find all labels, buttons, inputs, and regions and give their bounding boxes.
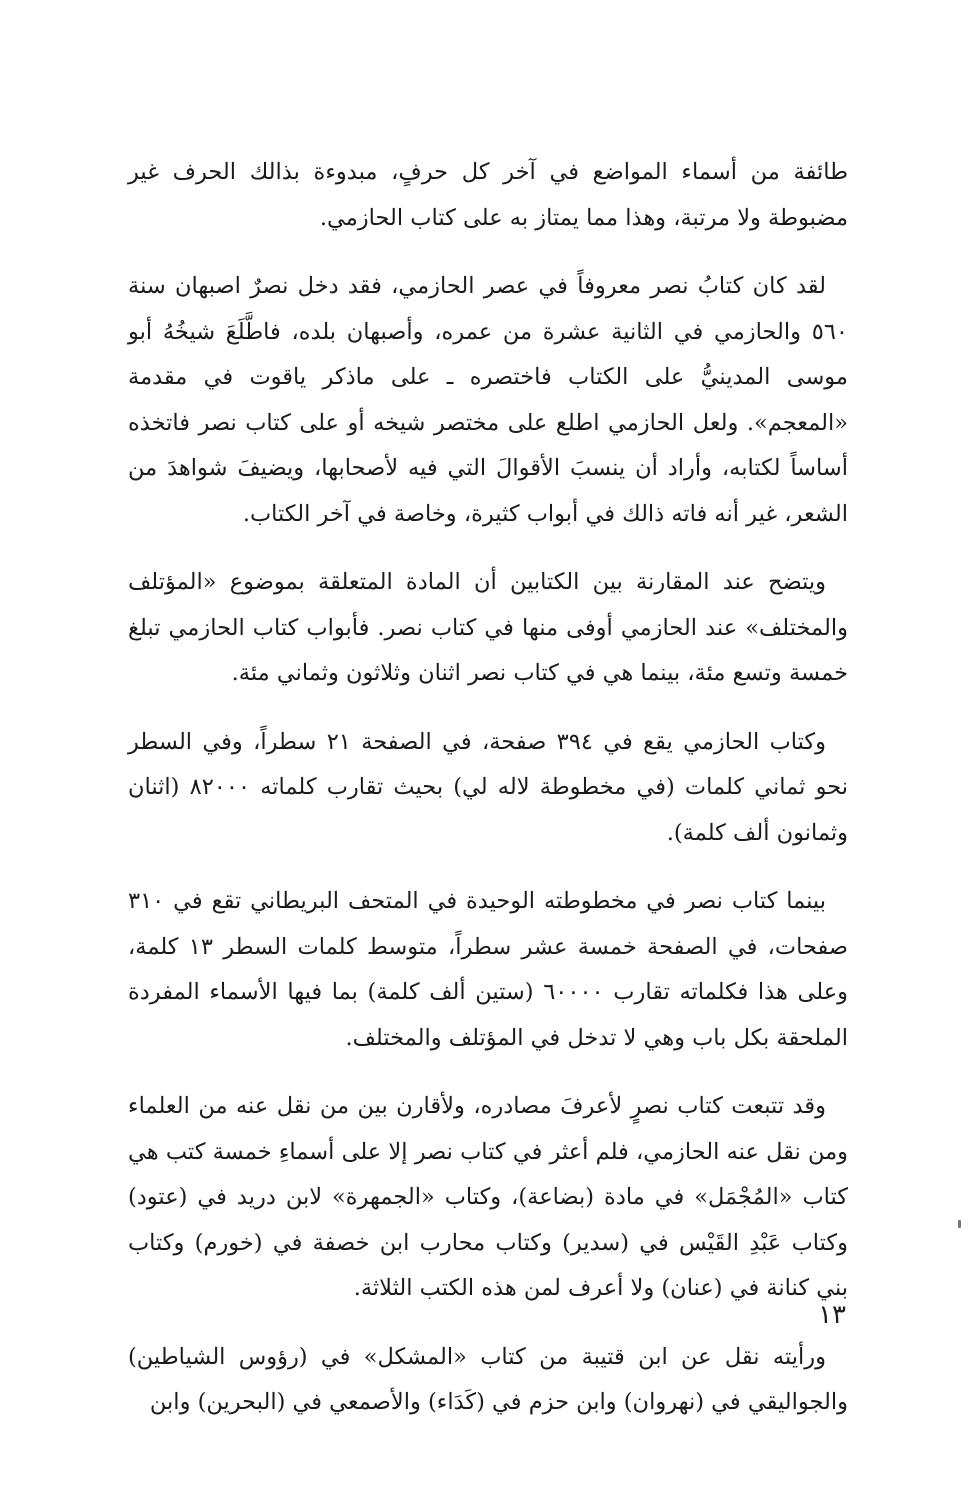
body-text — [128, 150, 848, 1449]
paragraph-6: وقد تتبعت كتاب نصرٍ لأعرفَ مصادره، ولأقارن بين من نقل عنه من العلماء ومن نقل عنه الحازمي، فلم أعثر في كتاب نصر إلا على أسماءِ خمسة كتب هي كتاب «المُجْمَل» في مادة (بضاعة)، وكتاب «الجمهرة» لابن دريد في (عتود) وكتاب عَبْدِ القَيْس في (سدير) وكتاب محارب ابن خصفة في (خورم) وكتاب بني كنانة في (عنان) ولا أعرف لمن هذه الكتب الثلاثة. — [128, 1093, 848, 1301]
paragraph-5: بينما كتاب نصر في مخطوطته الوحيدة في المتحف البريطاني تقع في ٣١٠ صفحات، في الصفحة خمسة عشر سطراً، متوسط كلمات السطر ١٣ كلمة، وعلى هذا فكلماته تقارب ٦٠٠٠٠ (ستين ألف كلمة) بما فيها الأسماء المفردة الملحقة بكل باب وهي لا تدخل في المؤتلف والمختلف. — [128, 888, 848, 1051]
paragraph-1: طائفة من أسماء المواضع في آخر كل حرفٍ، مبدوءة بذالك الحرف غير مضبوطة ولا مرتبة، وهذا مما يمتاز به على كتاب الحازمي. — [128, 159, 848, 231]
page-number: ١٣ — [818, 1300, 846, 1330]
paragraph-2: لقد كان كتابُ نصر معروفاً في عصر الحازمي، فقد دخل نصرٌ اصبهان سنة ٥٦٠ والحازمي في الثانية عشرة من عمره، وأصبهان بلده، فاطَّلَعَ شيخُهُ أبو موسى المدينيُّ على الكتاب فاختصره ـ على ماذكر ياقوت في مقدمة «المعجم». ولعل الحازمي اطلع على مختصر شيخه أو على كتاب نصر فاتخذه أساساً لكتابه، وأراد أن ينسبَ الأقوالَ التي فيه لأصحابها، ويضيفَ شواهدَ من الشعر، غير أنه فاته ذالك في أبواب كثيرة، وخاصة في آخر الكتاب. — [128, 273, 848, 527]
paragraph-7: ورأيته نقل عن ابن قتيبة من كتاب «المشكل» في (رؤوس الشياطين) والجواليقي في (نهروان) وابن حزم في (كَدَاء) والأصمعي في (البحرين) وابن — [128, 1343, 848, 1415]
paragraph-4: وكتاب الحازمي يقع في ٣٩٤ صفحة، في الصفحة ٢١ سطراً، وفي السطر نحو ثماني كلمات (في مخطوطة لاله لي) بحيث تقارب كلماته ٨٢٠٠٠ (اثنان وثمانون ألف كلمة). — [128, 728, 848, 846]
scan-speck — [958, 1220, 961, 1228]
paragraph-3: ويتضح عند المقارنة بين الكتابين أن المادة المتعلقة بموضوع «المؤتلف والمختلف» عند الحازمي أوفى منها في كتاب نصر. فأبواب كتاب الحازمي تبلغ خمسة وتسع مئة، بينما هي في كتاب نصر اثنان وثلاثون وثماني مئة. — [128, 569, 848, 686]
